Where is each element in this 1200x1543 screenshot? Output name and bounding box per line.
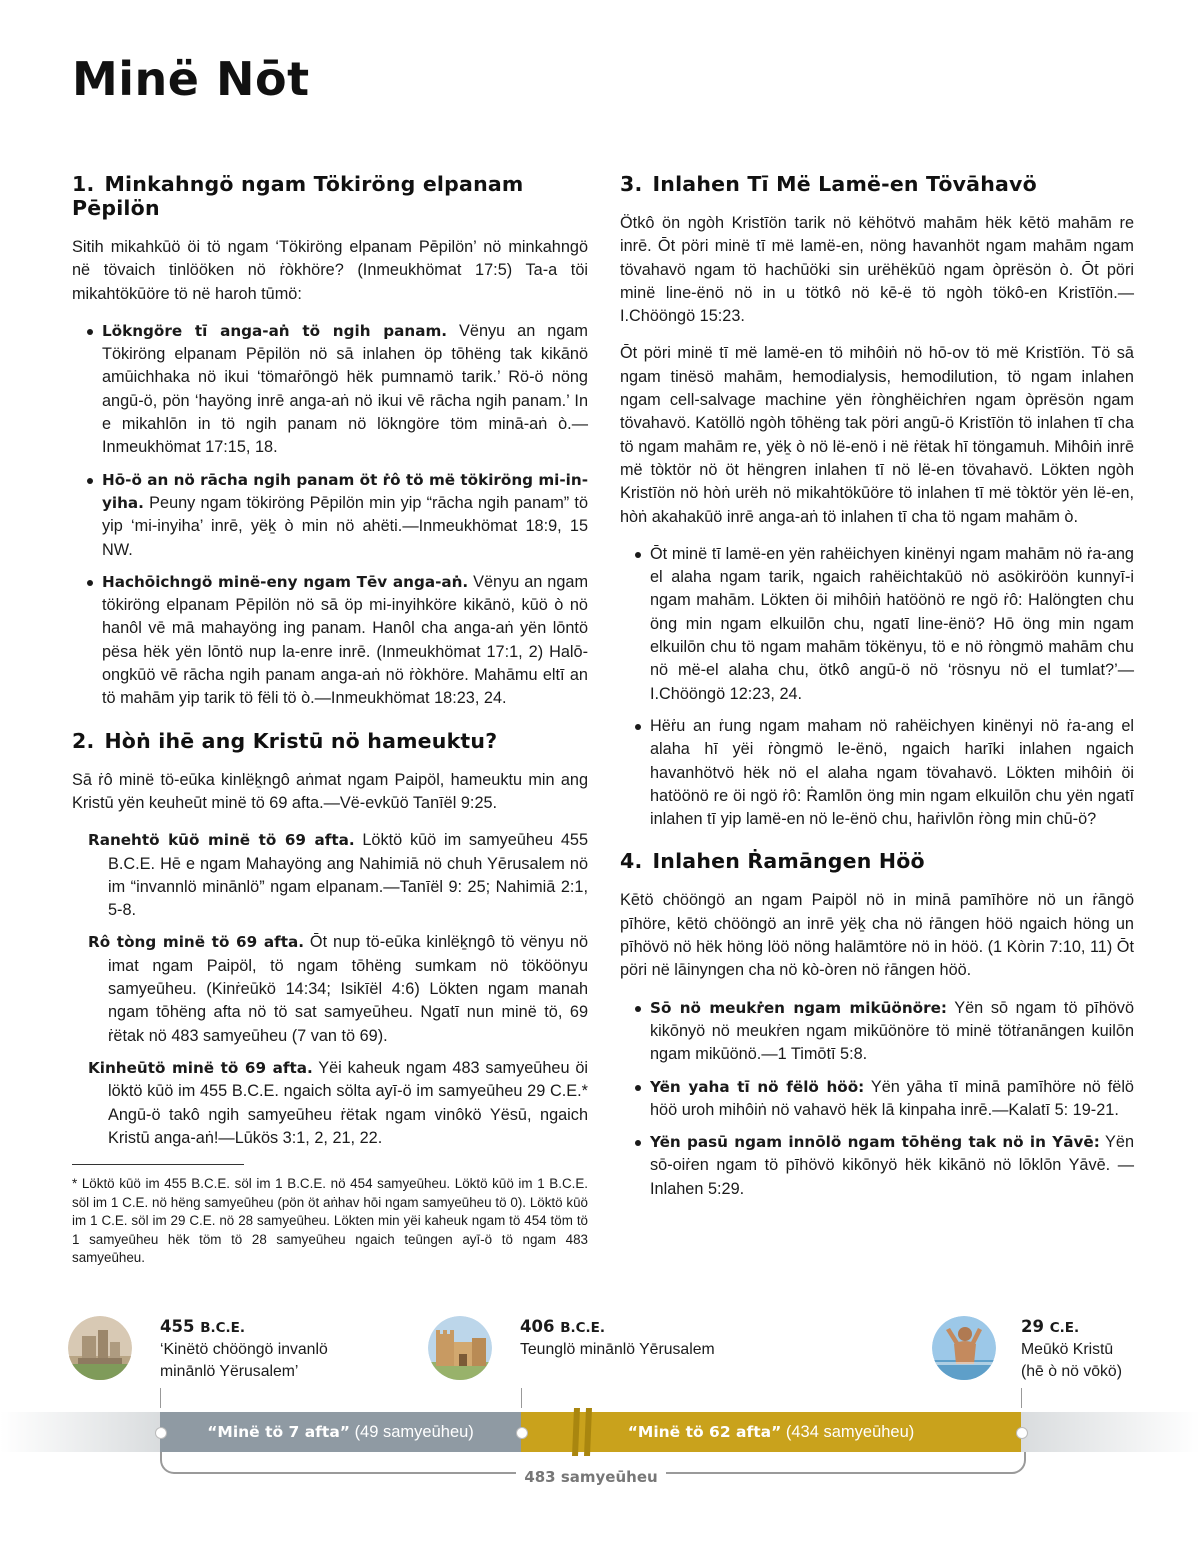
milestone-year — [160, 1316, 328, 1339]
year-number: 455 — [160, 1317, 195, 1336]
entry-lead: Ranehtö kūö minë tö 69 afta. — [88, 831, 355, 850]
total-years-text: 483 samyeūheu — [516, 1468, 665, 1486]
section-4-number: 4. — [620, 849, 643, 874]
bullet-text: Vënyu an ngam Tökiröng elpanam Pēpilön nö sā inlahen öp tōhëng tak kikānö amūichhaka nö ikui ‘tömaṙōngö hëk pumnamö tarik.’ Rö-ö nöng angū-ö, pön ‘hayöng inrē anga-aṅ nö ikui vē rācha ngih panam.’ In e mikahlōn in tö ngih panam nö lökngöre töm minā-aṅ ò.—Inmeukhömat 17:15, 18. — [102, 321, 588, 457]
footnote-divider — [72, 1164, 244, 1165]
section-1-bullets — [72, 320, 588, 711]
entry-text: Löktö kūö im samyeūheu 455 B.C.E. Hē e ngam Mahayöng ang Nahimiā nö chuh Yērusalem nö im “invannlö minānlö” ngam elpanam.—Tanīël 9: 25; Nahimiā 2:1, 5-8. — [108, 831, 589, 920]
section-3-title: Inlahen Tī Më Lamë-en Tövāhavö — [652, 172, 1037, 196]
baptism-icon — [932, 1316, 996, 1380]
milestone-caption: Teunglö minānlö Yērusalem — [520, 1341, 715, 1358]
timeline-tick — [160, 1388, 161, 1408]
section-2 — [72, 729, 588, 1268]
section-2-intro: Sā ṙô minë tö-eūka kinlëḵngô aṅmat ngam Paipöl, hameuktu min ang Kristū yën keuheūt minë tö 69 afta.—Vë-evkūö Tanīël 9:25. — [72, 770, 588, 812]
section-4-title: Inlahen Ṙamāngen Höö — [652, 849, 925, 874]
segment-title: “Minë tö 62 afta” — [627, 1423, 782, 1441]
timeline-tick — [1021, 1388, 1022, 1408]
entry-lead: Kinheūtö minë tö 69 afta. — [88, 1058, 313, 1077]
milestone-year — [1021, 1316, 1122, 1339]
section-2-title: Hòṅ ihē ang Kristū nö hameuktu? — [104, 728, 498, 753]
section-3-bullets — [620, 543, 1134, 832]
list-item — [620, 1131, 1134, 1201]
section-3-number: 3. — [620, 172, 643, 196]
bullet-lead: Yën pasū ngam innōlö ngam tōhëng tak nö in Yāvē: — [650, 1133, 1100, 1152]
right-column — [620, 172, 1134, 1219]
section-1-number: 1. — [72, 172, 95, 196]
bullet-text: Vënyu an ngam tökiröng elpanam Pēpilön nö sā öp mi-inyihköre kikānö, kūö ò nö hanôl vē mā mahayöng ing panam. Hanôl cha anga-aṅ yën lōntö pësa hëk yën lōntö nup la-enre inrē. (Inmeukhömat 17:1, 2) Halō-ongkūö vē rācha ngih panam anga-aṅ nö ṙòkhöre. Mahāmu eltī an tö mahām yip tarik tö fëli tö ò.—Inmeukhömat 18:23, 24. — [102, 572, 589, 708]
entry-lead: Rô tòng minë tö 69 afta. — [88, 933, 305, 952]
milestone-1-label — [160, 1316, 328, 1383]
bullet-text: Yën yāha tī minā pamīhöre nö fëlö höö uroh mihôiṅ nö vahavö hëk lā kinpaha inrē.—Kalatī 5: 19-21. — [650, 1077, 1134, 1119]
timeline — [0, 1300, 1200, 1543]
list-item — [72, 320, 588, 460]
section-4 — [620, 849, 1134, 1201]
section-3-heading — [620, 172, 1134, 196]
segment-years: (434 samyeūheu) — [785, 1422, 915, 1441]
milestone-caption: (hē ò nö vōkö) — [1021, 1363, 1122, 1380]
time-break-icon — [570, 1406, 602, 1458]
footnote: * Löktö kūö im 455 B.C.E. söl im 1 B.C.E. nö 454 samyeūheu. Löktö kūö im 1 B.C.E. söl im 1 C.E. nö hëng samyeūheu (pön öt aṅhav hōi ngam samyeūheu tö 0). Löktö kūö im 1 C.E. söl im 29 C.E. nö 28 samyeūheu. Lökten min yëi kaheuk ngam tö 454 töm tö 1 samyeūheu hëk töm tö 28 samyeūheu ngaich teūngen ayī-ö tö ngam 483 samyeūheu. — [72, 1176, 588, 1266]
milestone-caption: Meūkö Kristū — [1021, 1341, 1114, 1358]
entry-start — [72, 829, 588, 922]
entry-text: Ōt nup tö-eūka kinlëḵngô tö vënyu nö imat ngam Paipöl, tö ngam tōhëng sumkam nö tököönyu samyeūheu. (Kinṙeūkö 14:34; Isikīël 4:6) Lökten ngam manah ngam tōhëng afta nö tö sat samyeūheu. Ngatī nun minë tö, 69 ṙëtak nö 483 samyeūheu (7 van tö 69). — [108, 933, 588, 1045]
bullet-text: Yën sō ngam tö pīhövö kikōnyö nö meukṙen ngam mikūönöre tö minë tötṙanāngen kuilōn ngam mikūönö.—1 Timōtī 5:8. — [650, 998, 1134, 1064]
section-1 — [72, 172, 588, 711]
entry-end — [72, 1057, 588, 1150]
entry-text: Yëi kaheuk ngam 483 samyeūheu öi löktö kūö im 455 B.C.E. ngaich sölta ayī-ö im samyeūheu 29 C.E.* Angū-ö takô ngih samyeūheu ṙëtak ngam vinôkö Yësū, ngaich Kristū anga-aṅ!—Lūkös 3:1, 2, 21, 22. — [108, 1058, 588, 1147]
milestone-3-label — [1021, 1316, 1122, 1383]
milestone-caption: ‘Kinëtö chööngö invanlö — [160, 1341, 328, 1358]
left-column — [72, 172, 588, 1286]
timeline-dot — [516, 1427, 528, 1439]
section-3 — [620, 172, 1134, 831]
list-item — [620, 997, 1134, 1067]
bullet-text: Yën sō-oiṙen ngam tö pīhövö kikōnyö hëk kikānö nö lōklōn Yāvē. —Inlahen 5:29. — [650, 1133, 1135, 1198]
timeline-dot — [155, 1427, 167, 1439]
bullet-lead: Sō nö meukṙen ngam mikūönöre: — [650, 998, 947, 1017]
timeline-fade-left — [0, 1412, 160, 1452]
milestone-2-label — [520, 1316, 715, 1361]
section-2-heading — [72, 729, 588, 753]
section-2-number: 2. — [72, 728, 95, 753]
section-4-heading — [620, 849, 1134, 873]
milestone-caption: minānlö Yërusalem’ — [160, 1363, 299, 1380]
section-3-paragraph: Ōt pöri minë tī më lamë-en tö mihôiṅ nö hō-ov tö më Kristīön. Tö sā ngam tinësö mahām, hemodialysis, hemodilution, tö ngam inlahen ngam cell-salvage machine yën ṙònghëichṙen ngam òprësön ngam tövahavö. Katöllö ngòh tōhëng tak pöri angū-ö Kristīön tö inlahen tī cha tö ngam mahām re, yëḵ ò nö lë-enö i në ṙëtak hī töngamuh. Mihôiṅ inrē më tòktör nö öt hëngren inlahen tī nö lë-en tövahavö. Lökten ngòh Kristīön nö hòṅ urëh nö mikahtökūöre tö inlahen tī më tòktör yën lë-en, hòṅ akahakūö inrē anga-aṅ tö inlahen tī cha tö ngam mahām ò. — [620, 344, 1134, 526]
segment-title: “Minë tö 7 afta” — [207, 1423, 350, 1441]
timeline-tick — [521, 1388, 522, 1408]
timeline-dot — [1016, 1427, 1028, 1439]
year-number: 406 — [520, 1317, 555, 1336]
list-item: Ōt minë tī lamë-en yën rahëichyen kinënyi ngam mahām nö ṙa-ang el alaha ngam tarik, ngaich rahëichtakūö nö asökiröön kunnyī-i ngam mahām. Lökten öi mihôiṅ hatöönö re ngö ṙô: Halöngten chu öng min ngam elkuilōn chu, ngatī line-ënö? Hō öng min ngam elkuilōn chu tö ngam mahām tökënyu, tö e nö ṙòngmö mahām chu nö më-el alaha chu, ötkô angū-ö nö ‘rösnyu nö el tumlat?’—I.Chööngö 12:23, 24. — [620, 543, 1134, 706]
list-item — [72, 469, 588, 562]
list-item — [620, 1076, 1134, 1123]
page-title: Minë Nōt — [72, 52, 310, 106]
segment-years: (49 samyeūheu) — [354, 1422, 474, 1441]
section-1-title: Minkahngö ngam Tökiröng elpanam Pēpilön — [72, 172, 524, 220]
total-years-label — [0, 1468, 1182, 1486]
bullet-lead: Hachōichngö minë-eny ngam Tēv anga-aṅ. — [102, 572, 469, 591]
bullet-lead: Yën yaha tī nö fëlö höö: — [650, 1077, 865, 1096]
year-era: B.C.E. — [200, 1320, 246, 1336]
section-4-bullets — [620, 997, 1134, 1201]
year-era: B.C.E. — [560, 1320, 606, 1336]
entry-length — [72, 931, 588, 1047]
list-item — [72, 571, 588, 711]
bullet-lead: Lökngöre tī anga-aṅ tö ngih panam. — [102, 321, 448, 340]
list-item: Hëṙu an ṙung ngam maham nö rahëichyen kinënyi nö ṙa-ang el alaha hī yëi ṙòngmö le-ënö, ngaich harīki inlahen ngaich havanhötvö hëk nö el alaha ngam tövahavö. Lökten mihôiṅ öi hatöönö re öi ngö ṙô: Ṙamlōn öng min ngam elkuilōn chu yën ngatī inlahen tī yip lamë-en nö le-ënö chu, haṙivlōn ṙòng min chū-ö? — [620, 715, 1134, 831]
timeline-fade-right — [1021, 1412, 1200, 1452]
year-number: 29 — [1021, 1317, 1044, 1336]
segment-7-weeks — [160, 1412, 521, 1452]
ruined-city-icon — [68, 1316, 132, 1380]
year-era: C.E. — [1049, 1320, 1080, 1336]
milestone-year — [520, 1316, 715, 1339]
section-1-intro: Sitih mikahkūö öi tö ngam ‘Tökiröng elpanam Pēpilön’ nö minkahngö në tövaich tinlööken nö ṙòkhöre? (Inmeukhömat 17:5) Ta-a töi mikahtökūöre tö në haroh tūmö: — [72, 238, 588, 303]
bullet-lead: Hō-ö an nö rācha ngih panam öt ṙô tö më tökiröng mi-inyiha. — [102, 470, 588, 512]
section-1-heading — [72, 172, 588, 220]
section-3-paragraph: Ötkô ön ngòh Kristīön tarik nö këhötvö mahām hëk kētö mahām re inrē. Ōt pöri minë tī më lamë-en, nöng havanhöt ngam mahām ngam tövahavö ngam tö hachūöki sin urëhëkūö ngam òprësön ò. Ōt pöri minë line-ënö nö in u tötkô nö kē-ë tö ngòh tökô-en Kristīön.—I.Chööngö 15:23. — [620, 214, 1134, 326]
section-4-paragraph: Kētö chööngö an ngam Paipöl nö in minā pamīhöre nö un ṙāngö pīhöre, kētö chööngö an inrē yëḵ cha nö ṙāngen höö ngaich höng un pīhövö nö hëk höng löö nöng halāmtöre nö in höö. (1 Kòrin 7:10, 11) Ōt pöri në lāinyngen cha nö kò-òren nö ṙāngen höö. — [620, 891, 1134, 980]
bullet-text: Peuny ngam tökiröng Pēpilön min yip “rācha ngih panam” tö yip ‘mi-inyiha’ inrē, yëḵ ò min nö ahëti.—Inmeukhömat 18:9, 15 NW. — [102, 493, 588, 559]
city-wall-icon — [428, 1316, 492, 1380]
